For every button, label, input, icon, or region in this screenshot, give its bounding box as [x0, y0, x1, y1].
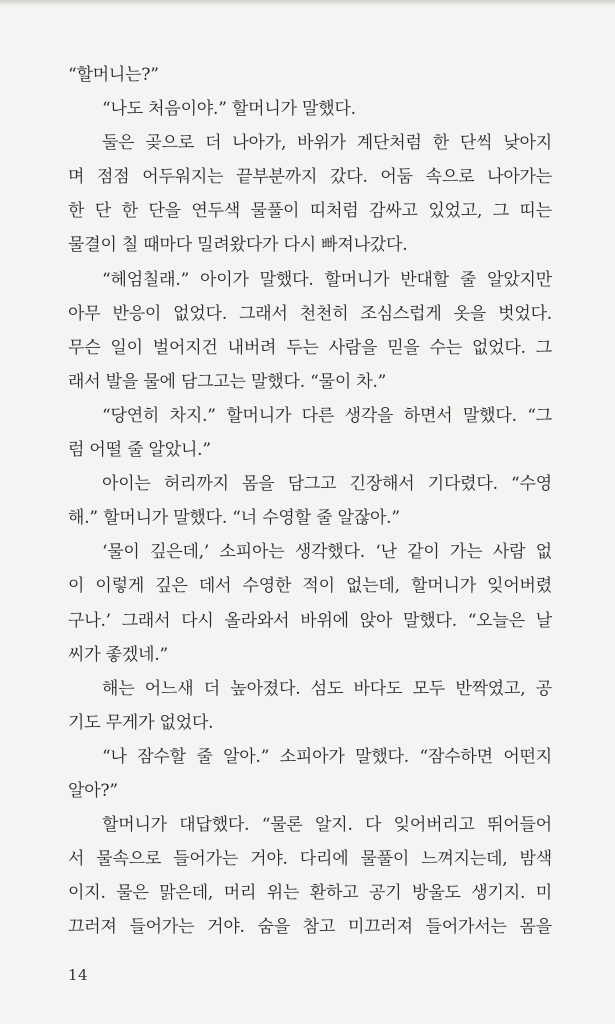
text-line — [68, 604, 552, 638]
text-line-content: 아이는 허리까지 몸을 담그고 긴장해서 기다렸다. “수영 — [102, 474, 552, 495]
text-line — [68, 706, 552, 740]
text-line-content: 끄러져 들어가는 거야. 숨을 참고 미끄러져 들어가서는 몸을 — [68, 917, 552, 938]
text-line — [68, 160, 552, 194]
text-line-content: 서 물속으로 들어가는 거야. 다리에 물풀이 느껴지는데, 밤색 — [68, 849, 552, 870]
text-line — [68, 842, 552, 876]
text-line — [68, 569, 552, 603]
text-line — [68, 331, 552, 365]
text-line-content: “할머니는?” — [68, 65, 159, 85]
text-line-content: 물결이 칠 때마다 밀려왔다가 다시 빠져나갔다. — [68, 235, 408, 256]
text-line-content: “나 잠수할 줄 알아.” 소피아가 말했다. “잠수하면 어떤지 — [102, 746, 552, 767]
text-line-content: 래서 발을 물에 담그고는 말했다. “물이 차.” — [68, 371, 387, 392]
text-line — [68, 740, 552, 774]
text-line-content: 한 단 한 단을 연두색 물풀이 띠처럼 감싸고 있었고, 그 띠는 — [68, 201, 552, 222]
text-line — [68, 126, 552, 160]
text-line-content: 이 이렇게 깊은 데서 수영한 적이 없는데, 할머니가 잊어버렸 — [68, 576, 552, 597]
text-line-content: “헤엄칠래.” 아이가 말했다. 할머니가 반대할 줄 알았지만 — [102, 269, 552, 290]
text-line — [68, 467, 552, 501]
text-line-content: ‘물이 깊은데,’ 소피아는 생각했다. ‘난 같이 가는 사람 없 — [102, 542, 552, 563]
text-line — [68, 910, 552, 944]
text-line — [68, 263, 552, 297]
text-line — [68, 501, 552, 535]
text-line-content: 무슨 일이 벌어지건 내버려 두는 사람을 믿을 수는 없었다. 그 — [68, 337, 552, 358]
text-line — [68, 638, 552, 672]
text-line — [68, 774, 552, 808]
text-line — [68, 535, 552, 569]
text-line — [68, 297, 552, 331]
text-line-content: 해는 어느새 더 높아졌다. 섬도 바다도 모두 반짝였고, 공 — [102, 678, 552, 699]
page-top-edge — [0, 0, 615, 6]
text-line-content: 이지. 물은 맑은데, 머리 위는 환하고 공기 방울도 생기지. 미 — [68, 883, 552, 904]
text-line-content: 씨가 좋겠네.” — [68, 644, 169, 665]
text-line-content: 둘은 곶으로 더 나아가, 바위가 계단처럼 한 단씩 낮아지 — [102, 133, 552, 154]
page-number: 14 — [68, 966, 89, 984]
text-line — [68, 876, 552, 910]
text-line — [68, 92, 552, 126]
text-line-content: 해.” 할머니가 말했다. “너 수영할 줄 알잖아.” — [68, 508, 400, 529]
text-line-content: 할머니가 대답했다. “물론 알지. 다 잊어버리고 뛰어들어 — [102, 815, 552, 836]
text-line-content: 럼 어떨 줄 알았니.” — [68, 440, 211, 461]
text-line — [68, 194, 552, 228]
text-line — [68, 58, 552, 92]
text-line-content: 알아?” — [68, 780, 118, 801]
text-line-content: 며 점점 어두워지는 끝부분까지 갔다. 어둠 속으로 나아가는 — [68, 167, 552, 188]
text-line — [68, 808, 552, 842]
text-line — [68, 399, 552, 433]
text-line-content: “당연히 차지.” 할머니가 다른 생각을 하면서 말했다. “그 — [102, 405, 552, 426]
text-line — [68, 365, 552, 399]
page-body-text — [68, 58, 552, 944]
text-line-content: “나도 처음이야.” 할머니가 말했다. — [102, 99, 356, 120]
text-line — [68, 672, 552, 706]
text-line — [68, 433, 552, 467]
text-line-content: 기도 무게가 없었다. — [68, 712, 214, 733]
text-line-content: 구나.’ 그래서 다시 올라와서 바위에 앉아 말했다. “오늘은 날 — [68, 610, 552, 631]
text-line — [68, 228, 552, 262]
text-line-content: 아무 반응이 없었다. 그래서 천천히 조심스럽게 옷을 벗었다. — [68, 303, 552, 324]
